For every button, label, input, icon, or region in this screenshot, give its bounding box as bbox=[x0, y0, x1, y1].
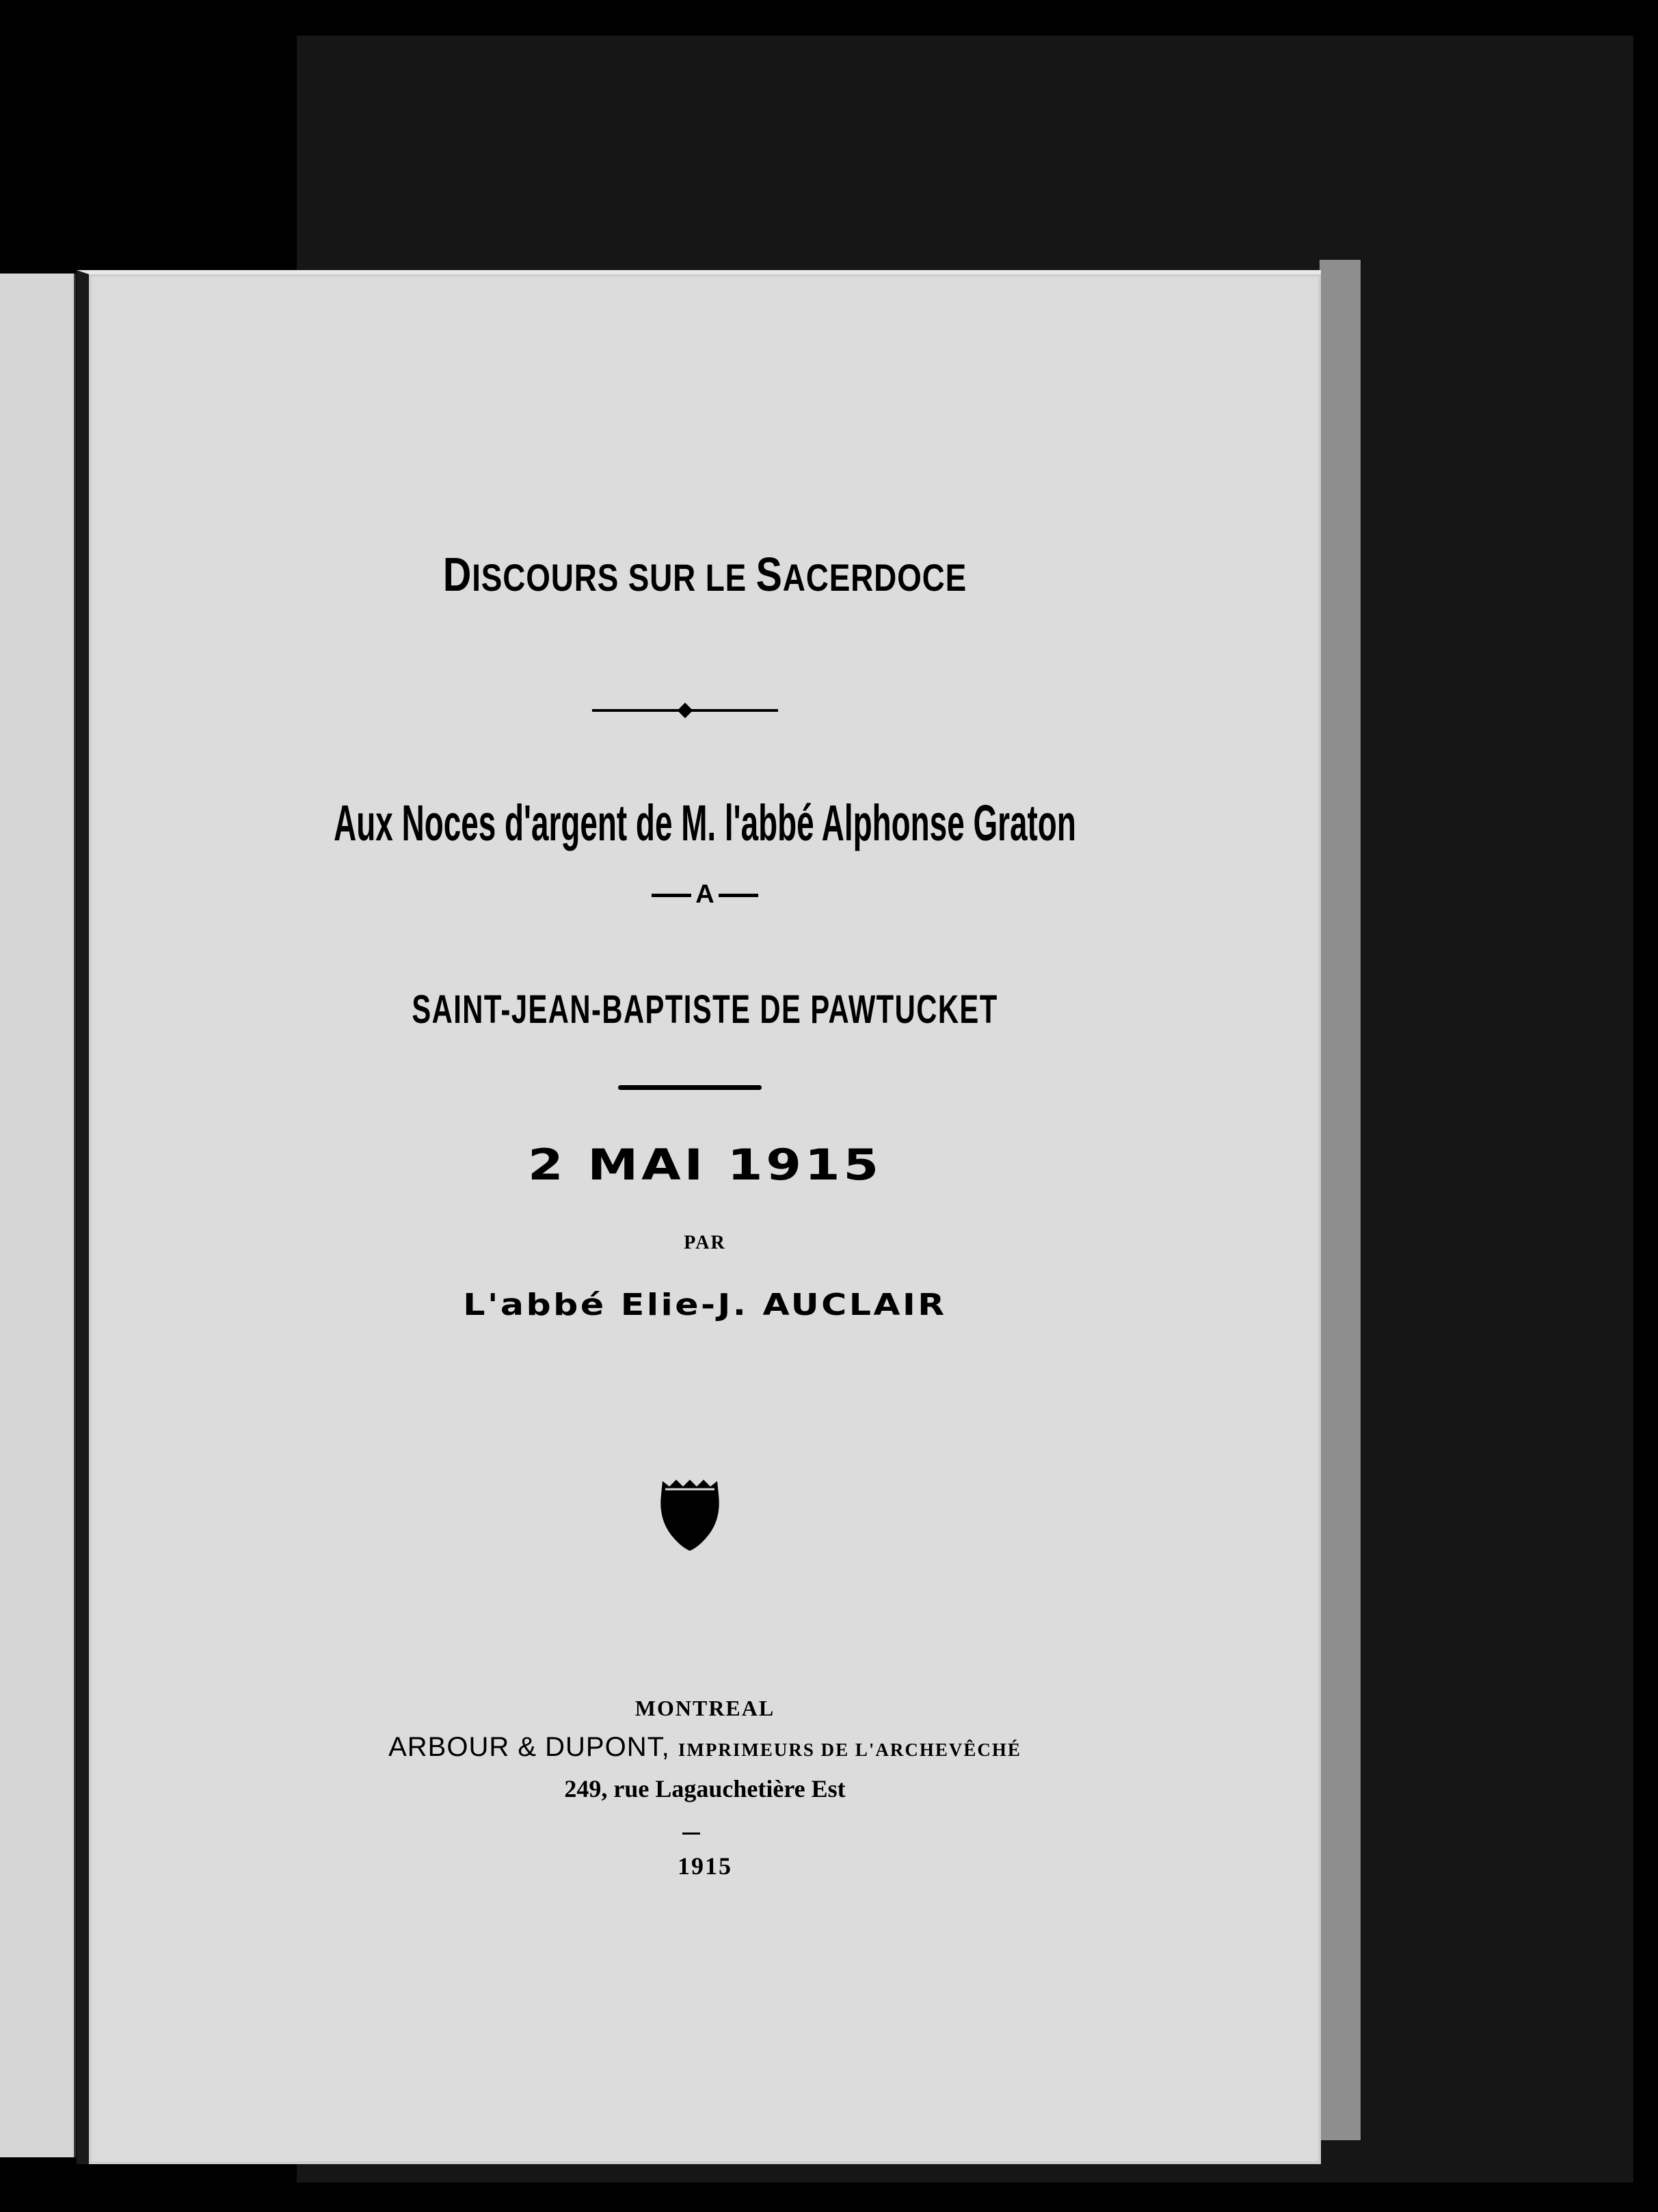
subtitle: Aux Noces d'argent de M. l'abbé Alphonse Graton bbox=[334, 795, 1076, 851]
page-surface bbox=[89, 274, 1321, 2164]
dash-left bbox=[652, 894, 691, 897]
connector-line bbox=[92, 880, 1318, 909]
by-label: PAR bbox=[684, 1232, 726, 1253]
facing-page-edge bbox=[0, 274, 76, 2157]
document-title bbox=[202, 547, 1207, 602]
short-divider bbox=[682, 1833, 700, 1835]
title-small-caps-1: ISCOURS SUR LE bbox=[472, 556, 756, 599]
heart-ornament-icon bbox=[656, 1477, 724, 1552]
imprint-publisher bbox=[92, 1732, 1318, 1763]
publisher-name: ARBOUR & DUPONT, bbox=[388, 1732, 670, 1762]
parish-name: SAINT-JEAN-BAPTISTE DE PAWTUCKET bbox=[412, 987, 998, 1032]
author-name: L'abbé Elie-J. AUCLAIR bbox=[463, 1288, 947, 1322]
title-small-caps-2: ACERDOCE bbox=[782, 556, 967, 599]
imprint-city: MONTREAL bbox=[634, 1696, 775, 1720]
title-initial-d: D bbox=[442, 548, 472, 601]
imprint-address: 249, rue Lagauchetière Est bbox=[564, 1775, 846, 1802]
connector-word: A bbox=[695, 880, 714, 909]
dash-right bbox=[719, 894, 758, 897]
title-page bbox=[77, 270, 1321, 2164]
diamond-icon bbox=[678, 703, 693, 719]
publisher-role: IMPRIMEURS DE L'ARCHEVÊCHÉ bbox=[678, 1740, 1021, 1760]
event-date: 2 MAI 1915 bbox=[528, 1140, 882, 1190]
page-edge bbox=[1320, 260, 1361, 2140]
imprint-year: 1915 bbox=[678, 1852, 732, 1880]
diamond-rule bbox=[592, 704, 778, 717]
thick-rule bbox=[618, 1085, 762, 1090]
title-initial-s: S bbox=[756, 548, 783, 601]
